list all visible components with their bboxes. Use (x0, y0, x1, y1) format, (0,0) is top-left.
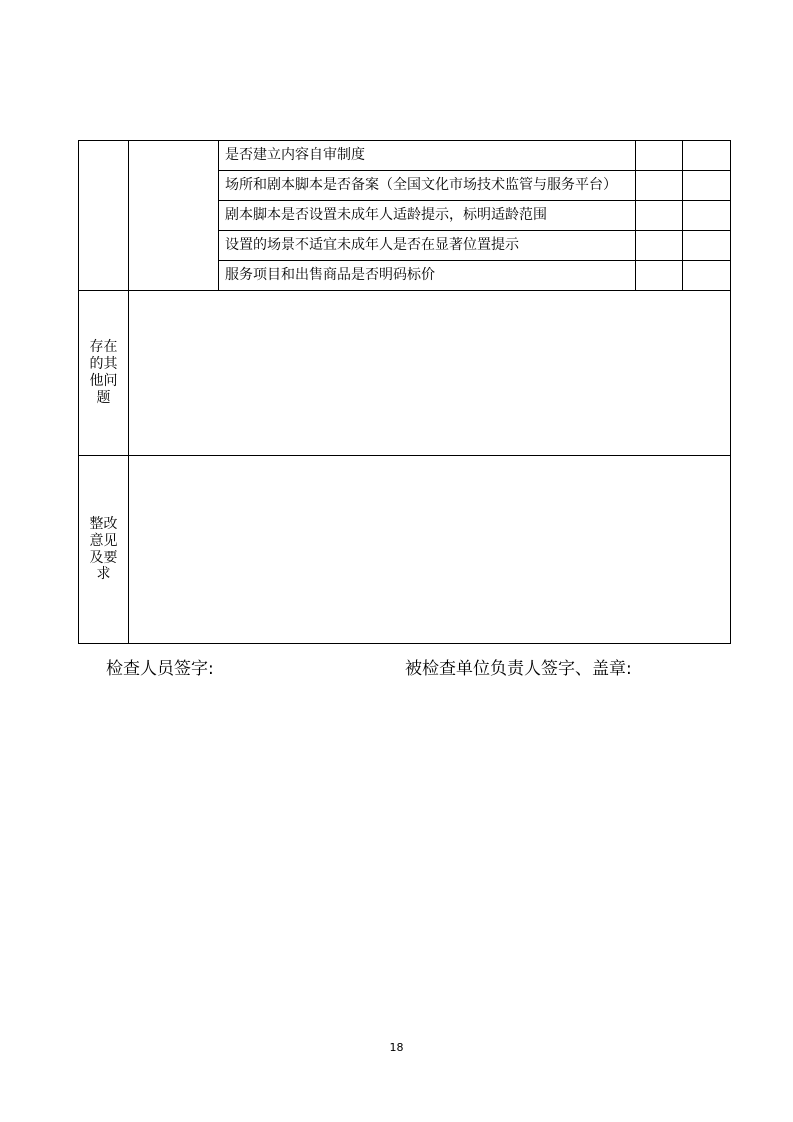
other-issues-row (79, 291, 731, 456)
label-line: 的其 (89, 356, 118, 373)
inspection-table (78, 140, 731, 644)
signature-line (0, 654, 793, 680)
label-line: 及要 (89, 549, 118, 566)
check-item-text: 设置的场景不适宜未成年人是否在显著位置提示 (219, 231, 636, 261)
check-item-text: 剧本脚本是否设置未成年人适龄提示，标明适龄范围 (219, 201, 636, 231)
remark-cell[interactable] (683, 141, 731, 171)
label-line: 整改 (89, 515, 118, 532)
label-line: 求 (96, 566, 111, 583)
result-cell[interactable] (636, 171, 683, 201)
category-cell (79, 141, 129, 291)
remark-cell[interactable] (683, 171, 731, 201)
other-issues-label (79, 291, 129, 456)
result-cell[interactable] (636, 231, 683, 261)
remark-cell[interactable] (683, 231, 731, 261)
label-line: 他问 (89, 373, 118, 389)
subcategory-cell (129, 141, 219, 291)
page-number: 18 (389, 1041, 404, 1054)
result-cell[interactable] (636, 261, 683, 291)
inspector-signature-label: 检查人员签字: (106, 659, 214, 679)
rectification-label (79, 456, 129, 644)
remark-cell[interactable] (683, 201, 731, 231)
rectification-row (79, 456, 731, 644)
other-issues-content[interactable] (129, 291, 731, 456)
rectification-content[interactable] (129, 456, 731, 644)
remark-cell[interactable] (683, 261, 731, 291)
check-item-text: 场所和剧本脚本是否备案（全国文化市场技术监管与服务平台） (219, 171, 636, 201)
check-row (79, 141, 731, 171)
unit-signature-label: 被检查单位负责人签字、盖章: (405, 659, 632, 679)
result-cell[interactable] (636, 141, 683, 171)
check-item-text: 服务项目和出售商品是否明码标价 (219, 261, 636, 291)
label-line: 题 (96, 389, 111, 406)
check-item-text: 是否建立内容自审制度 (219, 141, 636, 171)
label-line: 意见 (89, 532, 118, 549)
label-line: 存在 (89, 339, 118, 356)
result-cell[interactable] (636, 201, 683, 231)
